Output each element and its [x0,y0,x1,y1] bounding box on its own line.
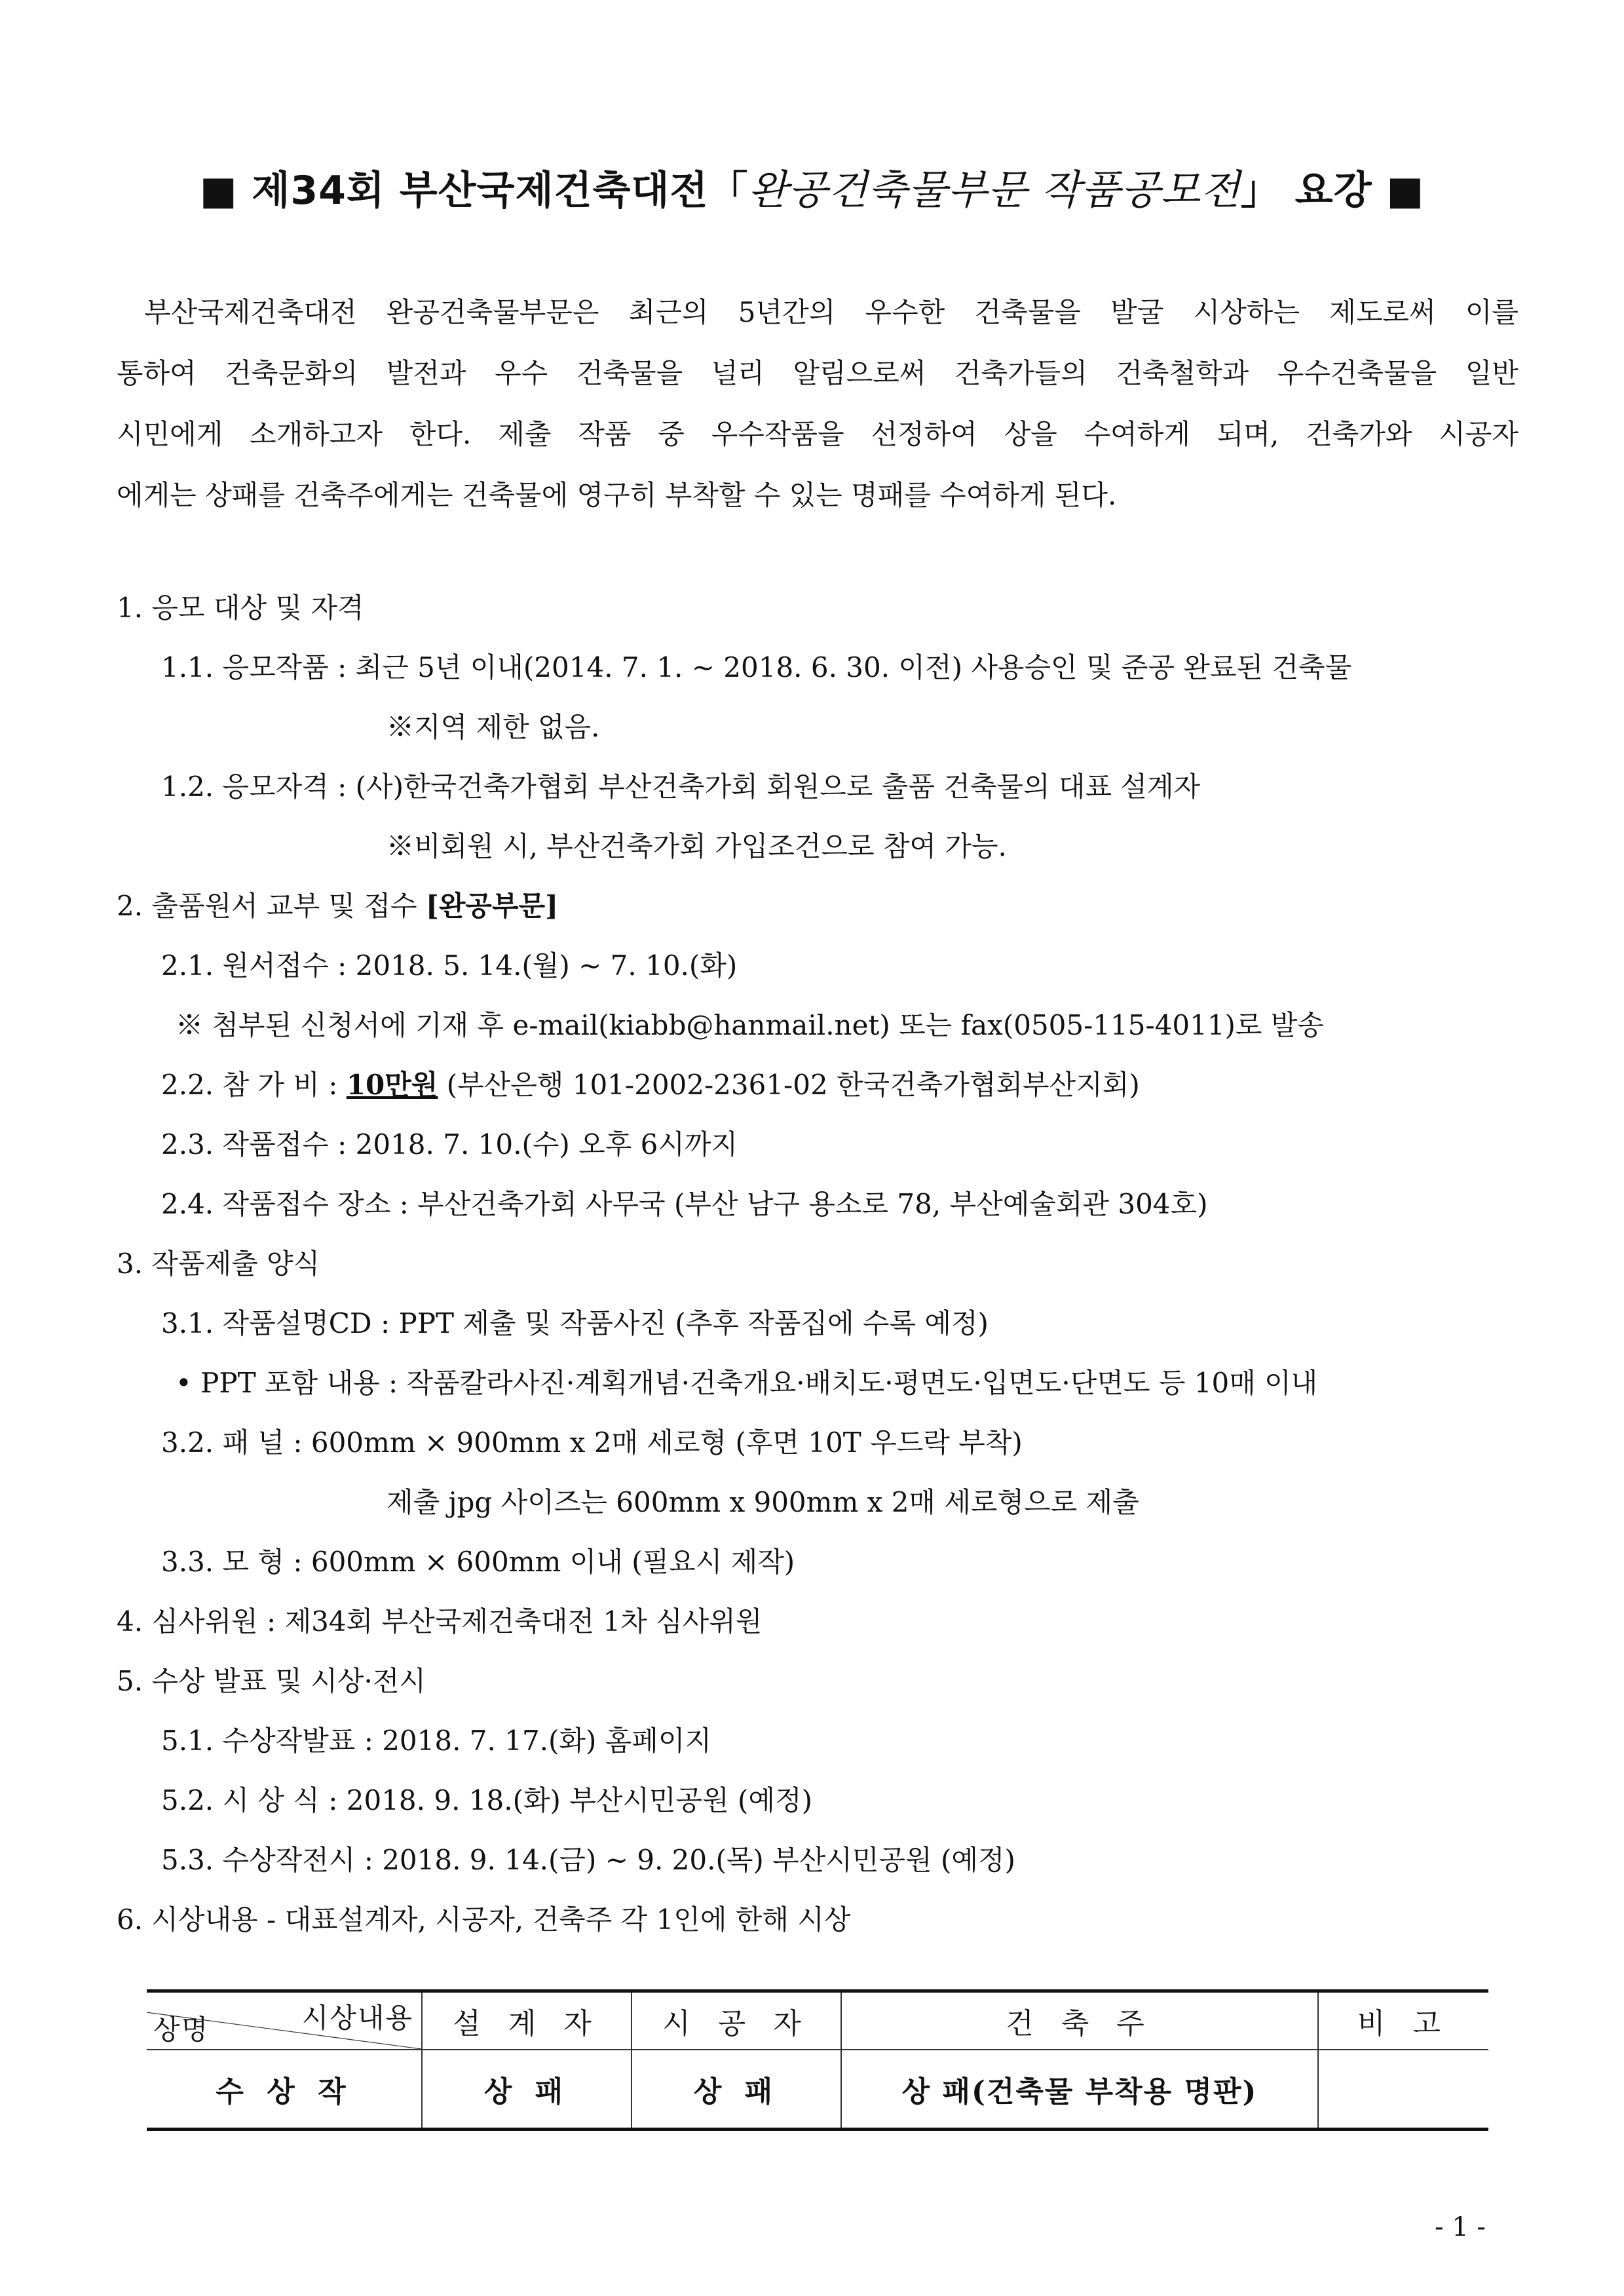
award-table-corner-cell [147,1991,422,2050]
section-2-bold: [완공부문] [425,890,559,922]
section-3-2: 3.2. 패 널 : 600mm × 900mm x 2매 세로형 (후면 10T 우드락 부착) [161,1426,1023,1459]
page-number: - 1 - [1435,2212,1486,2242]
section-6-heading: 6. 시상내용 - 대표설계자, 시공자, 건축주 각 1인에 한해 시상 [117,1904,851,1936]
section-2-1-note: ※ 첨부된 신청서에 기재 후 e-mail(kiabb@hanmail.net) 또는 fax(0505-115-4011)로 발송 [176,1009,1324,1041]
section-3-2-note: 제출 jpg 사이즈는 600mm x 900mm x 2매 세로형으로 제출 [387,1486,1139,1518]
section-3-1: 3.1. 작품설명CD : PPT 제출 및 작품사진 (추후 작품집에 수록 예정) [161,1307,989,1339]
section-2-2 [161,1067,1140,1103]
section-1-2: 1.2. 응모자격 : (사)한국건축가협회 부산건축가회 회원으로 출품 건축물의 대표 설계자 [161,771,1201,803]
award-table [147,1989,1488,2131]
section-3-1-note: • PPT 포함 내용 : 작품칼라사진·계획개념·건축개요·배치도·평면도·입면도·단면도 등 10매 이내 [176,1367,1318,1399]
title-handwritten: 완공건축물부문 작품공모전 [748,166,1241,214]
section-2-1: 2.1. 원서접수 : 2018. 5. 14.(월) ~ 7. 10.(화) [161,949,738,982]
section-3-3: 3.3. 모 형 : 600mm × 600mm 이내 (필요시 제작) [161,1546,795,1578]
title-suffix: 」 요강 ■ [1240,168,1425,214]
intro-paragraph [117,282,1519,526]
corner-bottom-label: 상명 [153,2014,210,2046]
section-5-1: 5.1. 수상작발표 : 2018. 7. 17.(화) 홈페이지 [161,1725,711,1757]
award-table-row [147,2050,1488,2130]
section-4-heading: 4. 심사위원 : 제34회 부산국제건축대전 1차 심사위원 [117,1605,763,1637]
section-5-heading: 5. 수상 발표 및 시상·전시 [117,1665,426,1697]
fee-account: (부산은행 101-2002-2361-02 한국건축가협회부산지회) [438,1069,1140,1101]
section-2-heading [117,888,558,925]
intro-line: 부산국제건축대전 완공건축물부문은 최근의 5년간의 우수한 건축물을 발굴 시상하는 제도로써 이를 [144,296,1519,328]
section-5-3: 5.3. 수상작전시 : 2018. 9. 14.(금) ~ 9. 20.(목) 부산시민공원 (예정) [161,1844,1015,1876]
cell-designer-award: 상 패 [422,2050,632,2130]
cell-contractor-award: 상 패 [632,2050,841,2130]
header-designer: 설 계 자 [422,1991,632,2050]
section-2-text: 2. 출품원서 교부 및 접수 [117,890,426,922]
row-label: 수 상 작 [147,2050,422,2130]
title-prefix: ■ 제34회 부산국제건축대전「 [199,168,749,214]
header-contractor: 시 공 자 [632,1991,841,2050]
section-1-2-note: ※비회원 시, 부산건축가회 가입조건으로 참여 가능. [387,830,1007,862]
section-3-heading: 3. 작품제출 양식 [117,1248,320,1280]
section-2-3: 2.3. 작품접수 : 2018. 7. 10.(수) 오후 6시까지 [161,1128,738,1160]
intro-line: 시민에게 소개하고자 한다. 제출 작품 중 우수작품을 선정하여 상을 수여하게 되며, 건축가와 시공자 [117,418,1519,450]
header-owner: 건 축 주 [841,1991,1318,2050]
section-5-2: 5.2. 시 상 식 : 2018. 9. 18.(화) 부산시민공원 (예정) [161,1784,812,1816]
section-2-4: 2.4. 작품접수 장소 : 부산건축가회 사무국 (부산 남구 용소로 78, 부산예술회관 304호) [161,1188,1208,1220]
page-title [0,157,1624,216]
cell-remarks [1318,2050,1488,2130]
header-remarks: 비 고 [1318,1991,1488,2050]
fee-amount: 10만원 [346,1069,438,1101]
section-1-heading: 1. 응모 대상 및 자격 [117,592,364,624]
award-table-header-row [147,1991,1488,2050]
section-1-1: 1.1. 응모작품 : 최근 5년 이내(2014. 7. 1. ~ 2018. 6. 30. 이전) 사용승인 및 준공 완료된 건축물 [161,651,1352,683]
corner-top-label: 시상내용 [301,2002,413,2034]
fee-label: 2.2. 참 가 비 : [161,1069,347,1101]
intro-line: 통하여 건축문화의 발전과 우수 건축물을 널리 알림으로써 건축가들의 건축철학과 우수건축물을 일반 [117,357,1519,389]
section-1-1-note: ※지역 제한 없음. [387,711,600,743]
cell-owner-award: 상 패(건축물 부착용 명판) [841,2050,1318,2130]
intro-line: 에게는 상패를 건축주에게는 건축물에 영구히 부착할 수 있는 명패를 수여하게 된다. [117,479,1117,511]
